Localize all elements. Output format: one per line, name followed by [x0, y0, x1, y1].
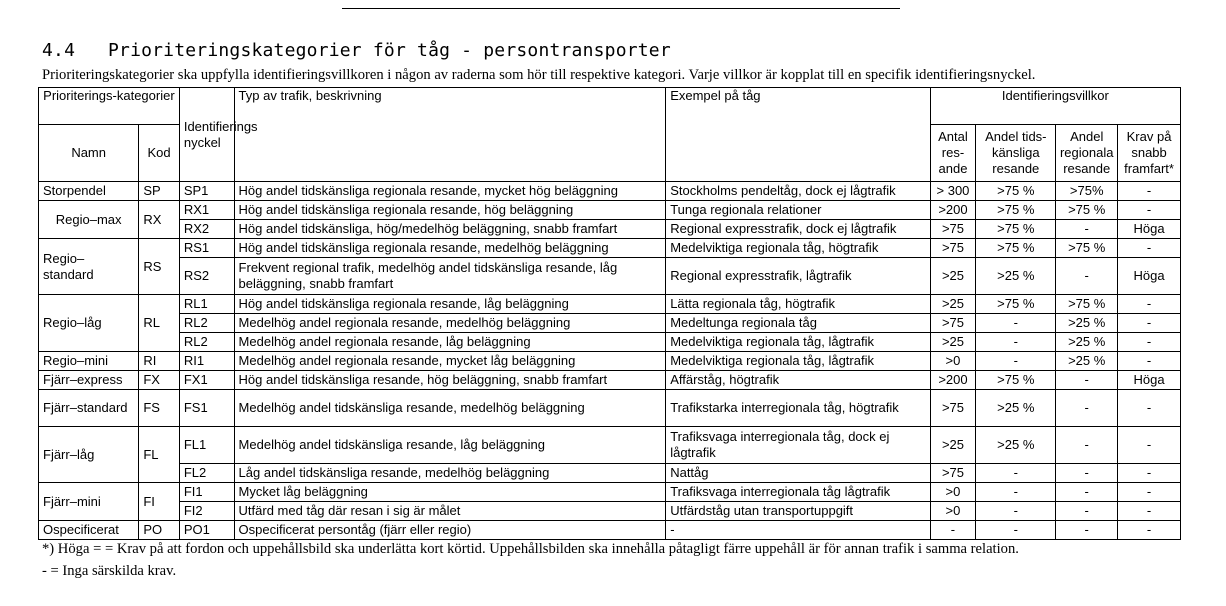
- section-title: Prioriteringskategorier för tåg - persontransporter: [108, 40, 671, 61]
- time-sensitive-share: >75 %: [976, 201, 1056, 220]
- fast-requirement: Höga: [1118, 220, 1181, 239]
- identification-key: FI2: [179, 502, 234, 521]
- regional-share: >25 %: [1056, 333, 1118, 352]
- traffic-description: Hög andel tidskänsliga regionala resande, mycket hög beläggning: [234, 182, 666, 201]
- section-heading: [42, 40, 671, 61]
- passenger-count: >75: [930, 220, 976, 239]
- regional-share: -: [1056, 390, 1118, 427]
- header-key: Identifierings nyckel: [179, 88, 234, 182]
- train-example: -: [666, 521, 930, 540]
- table-row: [39, 352, 1181, 371]
- time-sensitive-share: -: [976, 464, 1056, 483]
- table-row: [39, 483, 1181, 502]
- category-code: RI: [139, 352, 180, 371]
- traffic-description: Medelhög andel regionala resande, medelhög beläggning: [234, 314, 666, 333]
- category-code: RS: [139, 239, 180, 295]
- category-name: Storpendel: [39, 182, 139, 201]
- train-example: Medelviktiga regionala tåg, högtrafik: [666, 239, 930, 258]
- train-example: Trafiksvaga interregionala tåg, dock ej lågtrafik: [666, 427, 930, 464]
- traffic-description: Medelhög andel tidskänsliga resande, låg beläggning: [234, 427, 666, 464]
- fast-requirement: -: [1118, 239, 1181, 258]
- passenger-count: >75: [930, 239, 976, 258]
- train-example: Utfärdståg utan transportuppgift: [666, 502, 930, 521]
- regional-share: -: [1056, 502, 1118, 521]
- passenger-count: > 300: [930, 182, 976, 201]
- fast-requirement: -: [1118, 390, 1181, 427]
- train-example: Regional expresstrafik, dock ej lågtrafik: [666, 220, 930, 239]
- header-code: Kod: [139, 125, 180, 182]
- passenger-count: >25: [930, 333, 976, 352]
- train-example: Medeltunga regionala tåg: [666, 314, 930, 333]
- identification-key: RL1: [179, 295, 234, 314]
- regional-share: -: [1056, 464, 1118, 483]
- passenger-count: >75: [930, 390, 976, 427]
- category-code: RL: [139, 295, 180, 352]
- traffic-description: Hög andel tidskänsliga regionala resande, medelhög beläggning: [234, 239, 666, 258]
- identification-key: FI1: [179, 483, 234, 502]
- time-sensitive-share: -: [976, 314, 1056, 333]
- traffic-description: Mycket låg beläggning: [234, 483, 666, 502]
- passenger-count: >200: [930, 371, 976, 390]
- passenger-count: >25: [930, 295, 976, 314]
- time-sensitive-share: >25 %: [976, 258, 1056, 295]
- category-name: Regio–standard: [39, 239, 139, 295]
- header-prio-group: Prioriterings-kategorier: [39, 88, 180, 125]
- time-sensitive-share: >75 %: [976, 220, 1056, 239]
- fast-requirement: -: [1118, 314, 1181, 333]
- intro-text: Prioriteringskategorier ska uppfylla identifieringsvillkoren i någon av raderna som hör till respektive kategori. Varje villkor är kopplat till en specifik identifieringsnyckel.: [42, 67, 1036, 83]
- table-row: [39, 295, 1181, 314]
- passenger-count: >0: [930, 352, 976, 371]
- table-row: [39, 220, 1181, 239]
- category-code: FX: [139, 371, 180, 390]
- fast-requirement: -: [1118, 427, 1181, 464]
- fast-requirement: Höga: [1118, 258, 1181, 295]
- category-name: Regio–max: [39, 201, 139, 239]
- train-example: Trafiksvaga interregionala tåg lågtrafik: [666, 483, 930, 502]
- train-example: Lätta regionala tåg, högtrafik: [666, 295, 930, 314]
- category-code: PO: [139, 521, 180, 540]
- table-row: [39, 258, 1181, 295]
- traffic-description: Hög andel tidskänsliga resande, hög beläggning, snabb framfart: [234, 371, 666, 390]
- header-count: Antal res-ande: [930, 125, 976, 182]
- time-sensitive-share: >75 %: [976, 182, 1056, 201]
- traffic-description: Medelhög andel tidskänsliga resande, medelhög beläggning: [234, 390, 666, 427]
- identification-key: RX2: [179, 220, 234, 239]
- fast-requirement: -: [1118, 352, 1181, 371]
- identification-key: RS1: [179, 239, 234, 258]
- passenger-count: >0: [930, 483, 976, 502]
- header-example: Exempel på tåg: [666, 88, 930, 182]
- time-sensitive-share: >75 %: [976, 239, 1056, 258]
- regional-share: >25 %: [1056, 314, 1118, 333]
- regional-share: -: [1056, 220, 1118, 239]
- traffic-description: Låg andel tidskänsliga resande, medelhög beläggning: [234, 464, 666, 483]
- table-row: [39, 502, 1181, 521]
- table-row: [39, 390, 1181, 427]
- train-example: Affärståg, högtrafik: [666, 371, 930, 390]
- traffic-description: Medelhög andel regionala resande, låg beläggning: [234, 333, 666, 352]
- train-example: Medelviktiga regionala tåg, lågtrafik: [666, 352, 930, 371]
- passenger-count: >25: [930, 258, 976, 295]
- category-name: Regio–låg: [39, 295, 139, 352]
- fast-requirement: -: [1118, 295, 1181, 314]
- header-conditions: Identifieringsvillkor: [930, 88, 1180, 125]
- section-number: 4.4: [42, 40, 76, 61]
- priority-table: [38, 87, 1181, 540]
- footnote-dash: - = Inga särskilda krav.: [42, 563, 177, 579]
- table-row: [39, 314, 1181, 333]
- traffic-description: Hög andel tidskänsliga, hög/medelhög beläggning, snabb framfart: [234, 220, 666, 239]
- regional-share: -: [1056, 258, 1118, 295]
- traffic-description: Ospecificerat persontåg (fjärr eller regio): [234, 521, 666, 540]
- table-row: [39, 239, 1181, 258]
- time-sensitive-share: -: [976, 521, 1056, 540]
- category-code: RX: [139, 201, 180, 239]
- fast-requirement: -: [1118, 333, 1181, 352]
- traffic-description: Medelhög andel regionala resande, mycket låg beläggning: [234, 352, 666, 371]
- time-sensitive-share: >75 %: [976, 371, 1056, 390]
- train-example: Tunga regionala relationer: [666, 201, 930, 220]
- category-name: Fjärr–standard: [39, 390, 139, 427]
- regional-share: >75 %: [1056, 239, 1118, 258]
- category-name: Fjärr–mini: [39, 483, 139, 521]
- regional-share: >75%: [1056, 182, 1118, 201]
- header-type: Typ av trafik, beskrivning: [234, 88, 666, 182]
- train-example: Regional expresstrafik, lågtrafik: [666, 258, 930, 295]
- identification-key: SP1: [179, 182, 234, 201]
- identification-key: FX1: [179, 371, 234, 390]
- header-time-sensitive: Andel tids-känsliga resande: [976, 125, 1056, 182]
- fast-requirement: -: [1118, 464, 1181, 483]
- time-sensitive-share: -: [976, 352, 1056, 371]
- table-row: [39, 201, 1181, 220]
- passenger-count: >75: [930, 464, 976, 483]
- train-example: Trafikstarka interregionala tåg, högtrafik: [666, 390, 930, 427]
- passenger-count: >200: [930, 201, 976, 220]
- top-rule: [342, 8, 900, 9]
- identification-key: RX1: [179, 201, 234, 220]
- passenger-count: >75: [930, 314, 976, 333]
- train-example: Medelviktiga regionala tåg, lågtrafik: [666, 333, 930, 352]
- category-code: FL: [139, 427, 180, 483]
- passenger-count: >25: [930, 427, 976, 464]
- fast-requirement: -: [1118, 201, 1181, 220]
- category-code: FI: [139, 483, 180, 521]
- fast-requirement: Höga: [1118, 371, 1181, 390]
- traffic-description: Frekvent regional trafik, medelhög andel tidskänsliga resande, låg beläggning, snabb framfart: [234, 258, 666, 295]
- fast-requirement: -: [1118, 502, 1181, 521]
- passenger-count: >0: [930, 502, 976, 521]
- identification-key: FS1: [179, 390, 234, 427]
- train-example: Nattåg: [666, 464, 930, 483]
- time-sensitive-share: -: [976, 333, 1056, 352]
- time-sensitive-share: -: [976, 483, 1056, 502]
- fast-requirement: -: [1118, 521, 1181, 540]
- traffic-description: Hög andel tidskänsliga regionala resande, låg beläggning: [234, 295, 666, 314]
- fast-requirement: -: [1118, 483, 1181, 502]
- table-row: [39, 464, 1181, 483]
- table-row: [39, 521, 1181, 540]
- category-name: Fjärr–express: [39, 371, 139, 390]
- category-name: Fjärr–låg: [39, 427, 139, 483]
- identification-key: PO1: [179, 521, 234, 540]
- identification-key: FL1: [179, 427, 234, 464]
- identification-key: FL2: [179, 464, 234, 483]
- regional-share: -: [1056, 483, 1118, 502]
- category-code: FS: [139, 390, 180, 427]
- fast-requirement: -: [1118, 182, 1181, 201]
- traffic-description: Utfärd med tåg där resan i sig är målet: [234, 502, 666, 521]
- identification-key: RL2: [179, 314, 234, 333]
- table-row: [39, 427, 1181, 464]
- identification-key: RI1: [179, 352, 234, 371]
- identification-key: RS2: [179, 258, 234, 295]
- time-sensitive-share: >75 %: [976, 295, 1056, 314]
- traffic-description: Hög andel tidskänsliga regionala resande, hög beläggning: [234, 201, 666, 220]
- table-row: [39, 182, 1181, 201]
- category-name: Regio–mini: [39, 352, 139, 371]
- regional-share: >25 %: [1056, 352, 1118, 371]
- regional-share: -: [1056, 521, 1118, 540]
- header-name: Namn: [39, 125, 139, 182]
- table-row: [39, 371, 1181, 390]
- category-name: Ospecificerat: [39, 521, 139, 540]
- passenger-count: -: [930, 521, 976, 540]
- footnote-hoga: *) Höga = = Krav på att fordon och uppehållsbild ska underlätta kort körtid. Uppehållsbilden ska innehålla påtagligt färre uppehåll är för annan trafik i samma relation.: [42, 541, 1019, 557]
- regional-share: >75 %: [1056, 295, 1118, 314]
- header-regional: Andel regionala resande: [1056, 125, 1118, 182]
- time-sensitive-share: >25 %: [976, 427, 1056, 464]
- category-code: SP: [139, 182, 180, 201]
- regional-share: -: [1056, 371, 1118, 390]
- header-fast-requirement: Krav på snabb framfart*: [1118, 125, 1181, 182]
- time-sensitive-share: >25 %: [976, 390, 1056, 427]
- regional-share: -: [1056, 427, 1118, 464]
- train-example: Stockholms pendeltåg, dock ej lågtrafik: [666, 182, 930, 201]
- identification-key: RL2: [179, 333, 234, 352]
- time-sensitive-share: -: [976, 502, 1056, 521]
- table-row: [39, 333, 1181, 352]
- regional-share: >75 %: [1056, 201, 1118, 220]
